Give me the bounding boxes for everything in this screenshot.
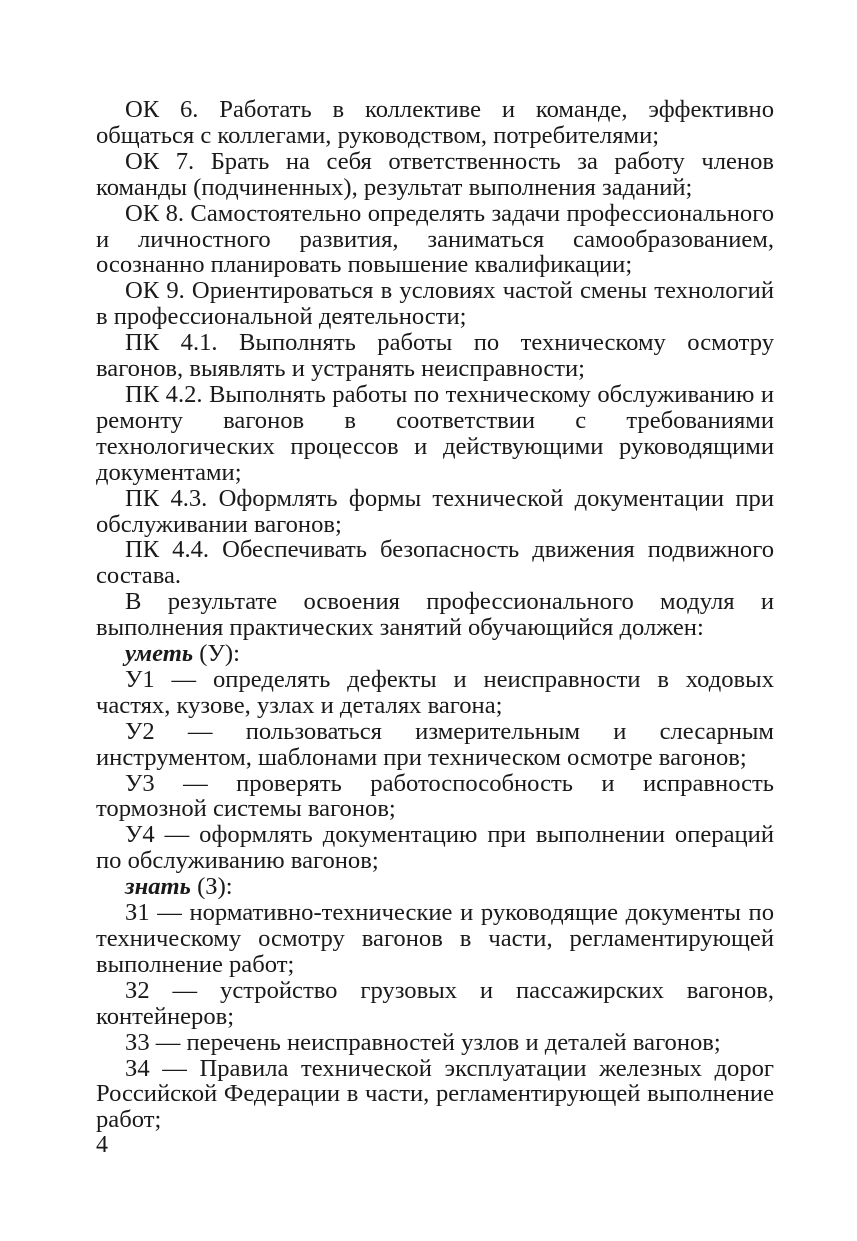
skills-heading-term: уметь [125, 640, 194, 668]
competency-pk4-4: ПК 4.4. Обеспечивать безопасность движения подвижного состава. [96, 536, 774, 590]
knowledge-z4: З4 — Правила технической эксплуатации железных дорог Российской Федерации в части, регламентирующей выполнение работ; [96, 1054, 774, 1134]
competency-pk4-3: ПК 4.3. Оформлять формы технической документации при обслуживании вагонов; [96, 484, 774, 538]
skills-heading-rest: (У): [193, 640, 240, 668]
page-body [96, 97, 774, 1133]
skill-u3: У3 — проверять работоспособность и исправность тормозной системы вагонов; [96, 769, 774, 823]
knowledge-heading-term: знать [125, 873, 191, 901]
skill-u4: У4 — оформлять документацию при выполнении операций по обслуживанию вагонов; [96, 821, 774, 875]
competency-pk4-1: ПК 4.1. Выполнять работы по техническому осмотру вагонов, выявлять и устранять неисправности; [96, 329, 774, 383]
knowledge-z2: З2 — устройство грузовых и пассажирских вагонов, контейнеров; [96, 976, 774, 1030]
competency-ok6: ОК 6. Работать в коллективе и команде, эффективно общаться с коллегами, руководством, потребителями; [96, 96, 774, 149]
skill-u1: У1 — определять дефекты и неисправности в ходовых частях, кузове, узлах и деталях вагона; [96, 665, 774, 719]
knowledge-heading [96, 874, 774, 900]
competency-ok9: ОК 9. Ориентироваться в условиях частой смены технологий в профессиональной деятельности; [96, 277, 774, 331]
intro-paragraph: В результате освоения профессионального модуля и выполнения практических занятий обучающийся должен: [96, 588, 774, 642]
knowledge-z3: З3 — перечень неисправностей узлов и деталей вагонов; [125, 1028, 721, 1056]
knowledge-z1: З1 — нормативно-технические и руководящие документы по техническому осмотру вагонов в части, регламентирующей выполнение работ; [96, 899, 774, 978]
page-number: 4 [96, 1132, 108, 1158]
competency-ok7: ОК 7. Брать на себя ответственность за работу членов команды (подчиненных), результат выполнения заданий; [96, 147, 774, 201]
knowledge-heading-rest: (З): [190, 873, 233, 901]
skills-heading [96, 641, 774, 667]
competency-ok8: ОК 8. Самостоятельно определять задачи профессионального и личностного развития, заниматься самообразованием, осознанно планировать повышение квалификации; [96, 199, 774, 279]
skill-u2: У2 — пользоваться измерительным и слесарным инструментом, шаблонами при техническом осмотре вагонов; [96, 717, 774, 771]
competency-pk4-2: ПК 4.2. Выполнять работы по техническому обслуживанию и ремонту вагонов в соответствии с требованиями технологических процессов и действующими руководящими документами; [96, 380, 774, 486]
